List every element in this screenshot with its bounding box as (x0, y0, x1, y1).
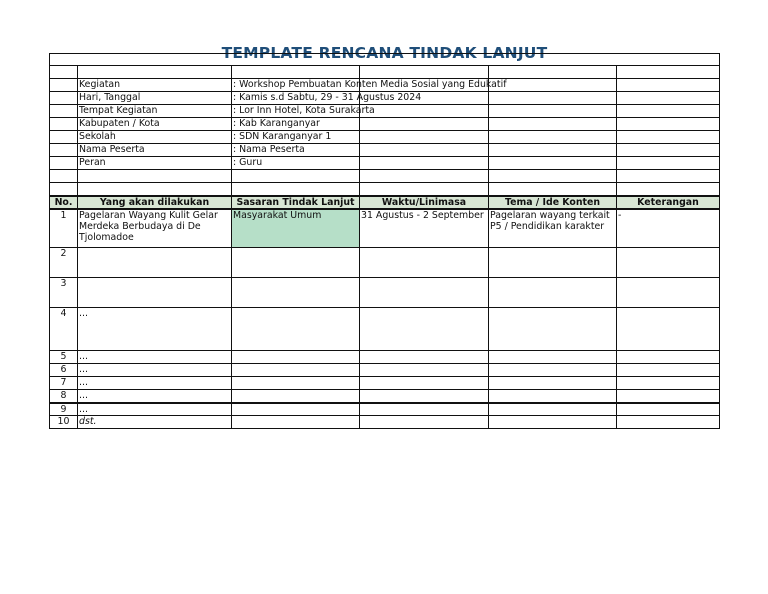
column-header[interactable]: Tema / Ide Konten (489, 196, 617, 209)
info-row (50, 92, 720, 105)
column-header[interactable]: Yang akan dilakukan (78, 196, 232, 209)
target-cell[interactable] (232, 351, 360, 364)
info-empty-cell[interactable] (489, 92, 617, 105)
info-value[interactable]: : Nama Peserta (232, 144, 360, 157)
theme-cell[interactable] (489, 364, 617, 377)
time-cell[interactable] (360, 308, 489, 351)
table-row (50, 278, 720, 308)
target-cell[interactable] (232, 248, 360, 278)
blank-cell[interactable] (360, 170, 489, 183)
blank-cell[interactable] (617, 183, 720, 196)
action-cell[interactable]: ... (78, 308, 232, 351)
info-spacer[interactable] (50, 118, 78, 131)
table-row (50, 416, 720, 429)
rtl-sheet (49, 53, 720, 429)
info-empty-cell[interactable] (360, 131, 489, 144)
time-cell[interactable] (360, 364, 489, 377)
note-cell[interactable] (617, 403, 720, 416)
theme-cell[interactable] (489, 278, 617, 308)
note-cell[interactable] (617, 416, 720, 429)
info-row (50, 144, 720, 157)
theme-cell[interactable] (489, 351, 617, 364)
info-label[interactable]: Nama Peserta (78, 144, 232, 157)
info-spacer[interactable] (50, 157, 78, 170)
blank-cell[interactable] (50, 170, 78, 183)
info-label[interactable]: Peran (78, 157, 232, 170)
info-empty-cell[interactable] (489, 157, 617, 170)
blank-cell[interactable] (78, 170, 232, 183)
target-cell[interactable] (232, 390, 360, 403)
target-cell[interactable] (232, 377, 360, 390)
table-row (50, 209, 720, 248)
info-row (50, 131, 720, 144)
blank-cell[interactable] (232, 170, 360, 183)
blank-row (50, 170, 720, 183)
action-cell[interactable]: dst. (78, 416, 232, 429)
note-cell[interactable] (617, 351, 720, 364)
note-cell[interactable] (617, 248, 720, 278)
action-cell[interactable]: ... (78, 390, 232, 403)
target-cell[interactable] (232, 416, 360, 429)
table-row (50, 308, 720, 351)
blank-cell[interactable] (617, 170, 720, 183)
theme-cell[interactable] (489, 403, 617, 416)
table-header (50, 196, 720, 209)
row-number[interactable]: 3 (50, 278, 78, 308)
action-cell[interactable]: ... (78, 364, 232, 377)
info-label[interactable]: Kabupaten / Kota (78, 118, 232, 131)
time-cell[interactable]: 31 Agustus - 2 September (360, 209, 489, 248)
blank-cell[interactable] (232, 183, 360, 196)
row-number[interactable]: 4 (50, 308, 78, 351)
time-cell[interactable] (360, 403, 489, 416)
row-number[interactable]: 2 (50, 248, 78, 278)
info-empty-cell[interactable] (617, 131, 720, 144)
blank-cell[interactable] (489, 170, 617, 183)
column-header[interactable]: Sasaran Tindak Lanjut (232, 196, 360, 209)
table-row (50, 364, 720, 377)
table-row (50, 351, 720, 364)
info-value[interactable]: : Kab Karanganyar (232, 118, 360, 131)
action-cell[interactable]: Pagelaran Wayang Kulit Gelar Merdeka Berbudaya di De Tjolomadoe (78, 209, 232, 248)
info-empty-cell[interactable] (617, 157, 720, 170)
action-cell[interactable]: ... (78, 351, 232, 364)
info-empty-cell[interactable] (489, 118, 617, 131)
info-value[interactable]: : SDN Karanganyar 1 (232, 131, 360, 144)
note-cell[interactable] (617, 278, 720, 308)
time-cell[interactable] (360, 390, 489, 403)
target-cell[interactable] (232, 403, 360, 416)
page-title: TEMPLATE RENCANA TINDAK LANJUT (221, 44, 548, 62)
info-label[interactable]: Sekolah (78, 131, 232, 144)
target-cell[interactable] (232, 308, 360, 351)
row-number[interactable]: 6 (50, 364, 78, 377)
time-cell[interactable] (360, 416, 489, 429)
blank-row (50, 66, 720, 79)
info-empty-cell[interactable] (489, 105, 617, 118)
info-spacer[interactable] (50, 131, 78, 144)
info-empty-cell[interactable] (489, 79, 617, 92)
theme-cell[interactable] (489, 248, 617, 278)
info-empty-cell[interactable] (617, 92, 720, 105)
table-row (50, 377, 720, 390)
blank-cell[interactable] (50, 183, 78, 196)
info-empty-cell[interactable] (360, 144, 489, 157)
blank-cell[interactable] (360, 183, 489, 196)
info-empty-cell[interactable] (489, 131, 617, 144)
info-empty-cell[interactable] (617, 79, 720, 92)
info-label[interactable]: Kegiatan (78, 79, 232, 92)
info-empty-cell[interactable] (360, 157, 489, 170)
info-empty-cell[interactable] (360, 118, 489, 131)
blank-cell[interactable] (78, 183, 232, 196)
time-cell[interactable] (360, 278, 489, 308)
theme-cell[interactable]: Pagelaran wayang terkait P5 / Pendidikan karakter (489, 209, 617, 248)
blank-row (50, 183, 720, 196)
theme-cell[interactable] (489, 308, 617, 351)
target-cell[interactable] (232, 364, 360, 377)
info-empty-cell[interactable] (489, 144, 617, 157)
column-header[interactable]: Waktu/Linimasa (360, 196, 489, 209)
title-row (50, 54, 720, 66)
info-spacer[interactable] (50, 144, 78, 157)
info-value[interactable]: : Guru (232, 157, 360, 170)
info-empty-cell[interactable] (360, 105, 489, 118)
note-cell[interactable]: - (617, 209, 720, 248)
action-cell[interactable]: ... (78, 377, 232, 390)
column-header[interactable]: Keterangan (617, 196, 720, 209)
info-spacer[interactable] (50, 79, 78, 92)
table-row (50, 248, 720, 278)
info-row (50, 105, 720, 118)
info-empty-cell[interactable] (617, 118, 720, 131)
row-number[interactable]: 8 (50, 390, 78, 403)
info-empty-cell[interactable] (617, 105, 720, 118)
row-number[interactable]: 5 (50, 351, 78, 364)
theme-cell[interactable] (489, 416, 617, 429)
info-spacer[interactable] (50, 92, 78, 105)
info-value[interactable]: : Lor Inn Hotel, Kota Surakarta (233, 105, 375, 116)
action-cell[interactable]: ... (78, 403, 232, 416)
info-value[interactable]: : Workshop Pembuatan Konten Media Sosial yang Edukatif (233, 79, 507, 90)
action-cell[interactable] (78, 248, 232, 278)
info-row (50, 118, 720, 131)
info-label[interactable]: Tempat Kegiatan (78, 105, 232, 118)
theme-cell[interactable] (489, 377, 617, 390)
target-cell[interactable] (232, 278, 360, 308)
note-cell[interactable] (617, 364, 720, 377)
info-empty-cell[interactable] (617, 144, 720, 157)
info-label[interactable]: Hari, Tanggal (78, 92, 232, 105)
note-cell[interactable] (617, 390, 720, 403)
time-cell[interactable] (360, 351, 489, 364)
info-row (50, 79, 720, 92)
action-cell[interactable] (78, 278, 232, 308)
info-value[interactable]: : Kamis s.d Sabtu, 29 - 31 Agustus 2024 (233, 92, 422, 103)
theme-cell[interactable] (489, 390, 617, 403)
time-cell[interactable] (360, 377, 489, 390)
row-number[interactable]: 1 (50, 209, 78, 248)
blank-cell[interactable] (489, 183, 617, 196)
table-row (50, 403, 720, 416)
info-row (50, 157, 720, 170)
row-number[interactable]: 10 (50, 416, 78, 429)
note-cell[interactable] (617, 308, 720, 351)
row-number[interactable]: 7 (50, 377, 78, 390)
info-spacer[interactable] (50, 105, 78, 118)
target-cell[interactable]: Masyarakat Umum (232, 209, 360, 248)
column-header[interactable]: No. (50, 196, 78, 209)
time-cell[interactable] (360, 248, 489, 278)
row-number[interactable]: 9 (50, 403, 78, 416)
table-row (50, 390, 720, 403)
note-cell[interactable] (617, 377, 720, 390)
